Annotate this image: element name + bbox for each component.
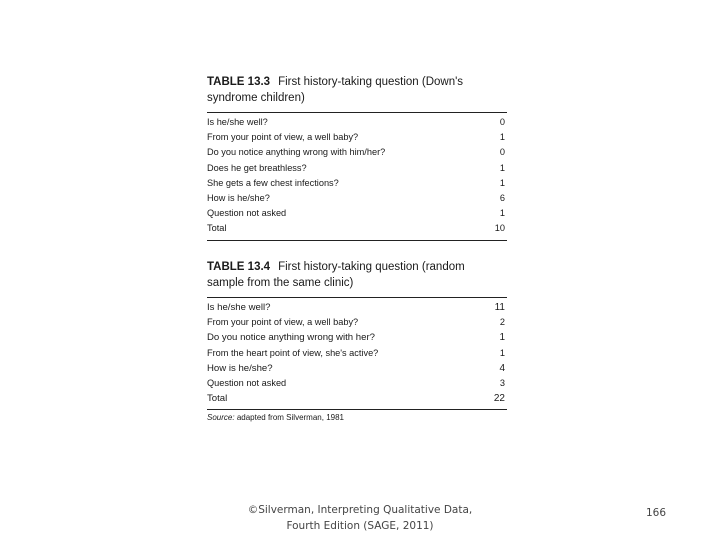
page-number: 166 — [646, 507, 667, 519]
question-cell: Do you notice anything wrong with him/her? — [207, 147, 386, 158]
table-total-row — [207, 221, 507, 236]
count-cell: 6 — [499, 192, 505, 203]
table-body — [207, 298, 507, 410]
table-row — [207, 206, 507, 221]
question-cell: She gets a few chest infections? — [207, 177, 339, 188]
question-cell: Total — [207, 223, 227, 234]
count-cell: 22 — [493, 393, 505, 405]
count-cell: 1 — [499, 162, 505, 173]
footer-citation — [230, 502, 490, 534]
table-13-3 — [207, 74, 507, 241]
table-source-note — [207, 410, 507, 425]
table-title-line2: sample from the same clinic) — [207, 277, 354, 289]
table-row — [207, 330, 507, 345]
count-cell: 0 — [499, 117, 505, 127]
table-caption — [207, 74, 507, 113]
count-cell: 1 — [499, 347, 505, 358]
question-cell: From your point of view, a well baby? — [207, 132, 359, 143]
table-title-line1: First history-taking question (Down's — [278, 76, 464, 88]
question-cell: Total — [207, 393, 228, 405]
question-cell: Do you notice anything wrong with her? — [207, 332, 375, 344]
table-row — [207, 300, 507, 315]
table-title-line1: First history-taking question (random — [278, 261, 465, 273]
question-cell: From your point of view, a well baby? — [207, 317, 359, 328]
table-13-4 — [207, 259, 507, 425]
source-text: adapted from Silverman, 1981 — [236, 413, 344, 423]
count-cell: 4 — [499, 362, 505, 374]
table-title-line2: syndrome children) — [207, 92, 305, 104]
question-cell: Question not asked — [207, 208, 287, 219]
table-row — [207, 115, 507, 130]
table-row — [207, 176, 507, 191]
table-row — [207, 361, 507, 376]
table-label: TABLE 13.3 — [207, 76, 271, 88]
table-row — [207, 191, 507, 206]
count-cell: 1 — [499, 177, 505, 188]
question-cell: How is he/she? — [207, 362, 273, 374]
count-cell: 10 — [494, 223, 505, 234]
count-cell: 11 — [494, 302, 505, 313]
count-cell: 3 — [499, 377, 505, 388]
question-cell: Is he/she well? — [207, 117, 268, 127]
question-cell: Question not asked — [207, 377, 287, 388]
question-cell: From the heart point of view, she's active? — [207, 347, 379, 358]
table-row — [207, 346, 507, 361]
count-cell: 1 — [499, 208, 505, 219]
table-row — [207, 161, 507, 176]
citation-line2: Fourth Edition (SAGE, 2011) — [286, 520, 434, 532]
count-cell: 0 — [499, 147, 505, 158]
count-cell: 1 — [499, 132, 505, 143]
table-total-row — [207, 391, 507, 406]
table-body — [207, 113, 507, 241]
count-cell: 1 — [499, 332, 505, 344]
count-cell: 2 — [499, 317, 505, 328]
question-cell: Does he get breathless? — [207, 162, 307, 173]
table-row — [207, 145, 507, 160]
table-label: TABLE 13.4 — [207, 261, 271, 273]
question-cell: Is he/she well? — [207, 302, 271, 313]
table-row — [207, 315, 507, 330]
table-caption — [207, 259, 507, 298]
citation-line1: ©Silverman, Interpreting Qualitative Data, — [247, 504, 473, 516]
table-row — [207, 376, 507, 391]
table-row — [207, 130, 507, 145]
source-label: Source: — [207, 413, 235, 423]
question-cell: How is he/she? — [207, 192, 270, 203]
